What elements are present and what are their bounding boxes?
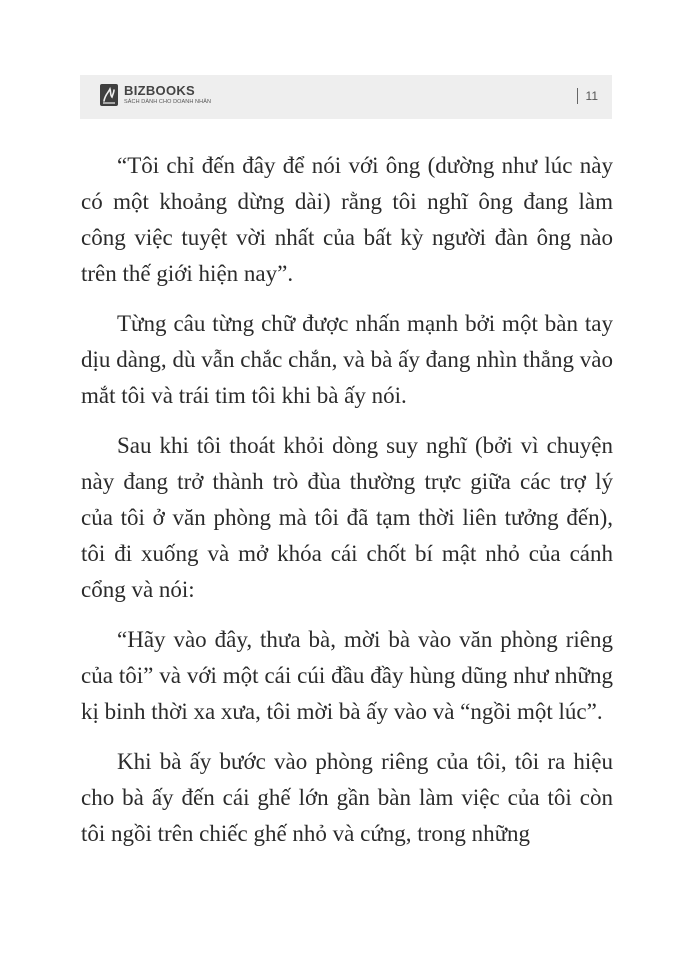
page-number-divider [577, 88, 578, 104]
page-header [80, 75, 612, 119]
paragraph-2: Từng câu từng chữ được nhấn mạnh bởi một bàn tay dịu dàng, dù vẫn chắc chắn, và bà ấy đang nhìn thẳng vào mắt tôi và trái tim tôi khi bà ấy nói. [81, 311, 613, 408]
brand-tagline: SÁCH DÀNH CHO DOANH NHÂN [124, 99, 212, 106]
book-logo-icon [99, 83, 119, 107]
paragraph-5: Khi bà ấy bước vào phòng riêng của tôi, tôi ra hiệu cho bà ấy đến cái ghế lớn gần bàn làm việc của tôi còn tôi ngồi trên chiếc ghế nhỏ và cứng, trong những [81, 749, 613, 846]
paragraph-4: “Hãy vào đây, thưa bà, mời bà vào văn phòng riêng của tôi” và với một cái cúi đầu đầy hùng dũng như những kị binh thời xa xưa, tôi mời bà ấy vào và “ngồi một lúc”. [81, 627, 613, 724]
brand-text [124, 84, 211, 106]
brand [99, 83, 211, 107]
page-number: 11 [585, 89, 598, 103]
paragraph-3: Sau khi tôi thoát khỏi dòng suy nghĩ (bởi vì chuyện này đang trở thành trò đùa thường trực giữa các trợ lý của tôi ở văn phòng mà tôi đã tạm thời liên tưởng đến), tôi đi xuống và mở khóa cái chốt bí mật nhỏ của cánh cổng và nói: [81, 433, 613, 602]
paragraph-1: “Tôi chỉ đến đây để nói với ông (dường như lúc này có một khoảng dừng dài) rằng tôi nghĩ ông đang làm công việc tuyệt vời nhất của bất kỳ người đàn ông nào trên thế giới hiện nay”. [81, 153, 613, 286]
body-text [81, 148, 613, 866]
page-number-area [577, 88, 598, 104]
brand-name: BIZBOOKS [124, 83, 196, 99]
